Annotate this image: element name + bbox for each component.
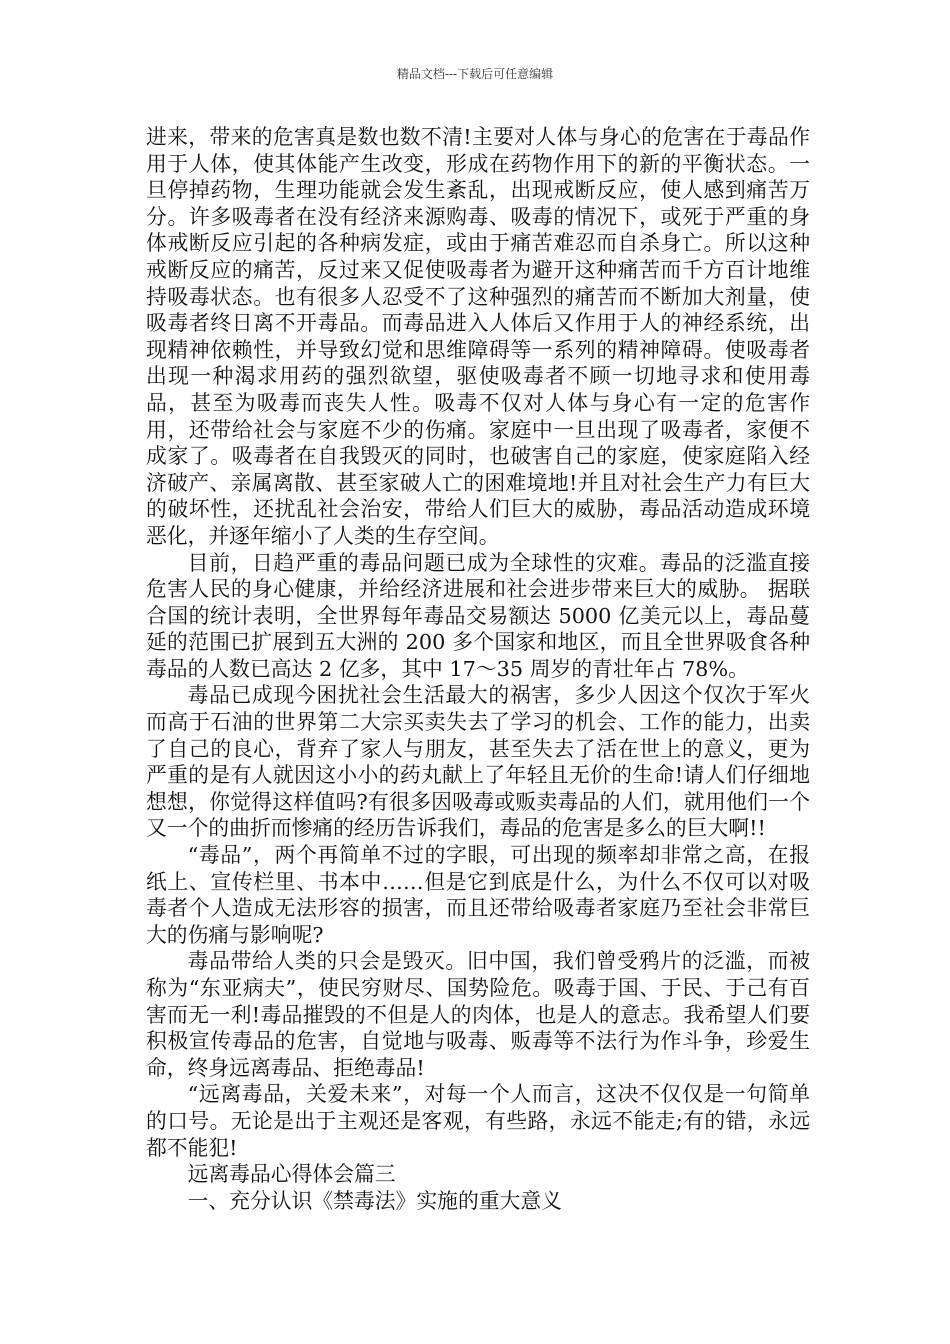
paragraph-drug-word: “毒品”，两个再简单不过的字眼，可出现的频率却非常之高，在报纸上、宣传栏里、书本中……但是它到底是什么，为什么不仅可以对吸毒者个人造成无法形容的损害，而且还带给吸毒者家庭乃至社会非常巨大的伤痛与影响呢? — [146, 843, 810, 947]
page-header: 精品文档---下载后可任意编辑 — [396, 67, 554, 81]
section-title: 远离毒品心得体会篇三 — [187, 1162, 396, 1187]
paragraph-continuation: 进来，带来的危害真是数也数不清!主要对人体与身心的危害在于毒品作用于人体，使其体能产生改变，形成在药物作用下的新的平衡状态。一旦停掉药物，生理功能就会发生紊乱，出现戒断反应，使人感到痛苦万分。许多吸毒者在没有经济来源购毒、吸毒的情况下，或死于严重的身体戒断反应引起的各种病发症，或由于痛苦难忍而自杀身亡。所以这种戒断反应的痛苦，反过来又促使吸毒者为避开这种痛苦而千方百计地维持吸毒状态。也有很多人忍受不了这种强烈的痛苦而不断加大剂量，使吸毒者终日离不开毒品。而毒品进入人体后又作用于人的神经系统，出现精神依赖性，并导致幻觉和思维障碍等一系列的精神障碍。使吸毒者出现一种渴求用药的强烈欲望，驱使吸毒者不顾一切地寻求和使用毒品，甚至为吸毒而丧失人性。吸毒不仅对人体与身心有一定的危害作用，还带给社会与家庭不少的伤痛。家庭中一旦出现了吸毒者，家便不成家了。吸毒者在自我毁灭的同时，也破害自己的家庭，使家庭陷入经济破产、亲属离散、甚至家破人亡的困难境地!并且对社会生产力有巨大的破坏性，还扰乱社会治安，带给人们巨大的威胁，毒品活动造成环境恶化，并逐年缩小了人类的生存空间。 — [146, 125, 810, 548]
paragraph-global-crisis: 目前，日趋严重的毒品问题已成为全球性的灾难。毒品的泛滥直接危害人民的身心健康，并给经济进展和社会进步带来巨大的威胁。 据联合国的统计表明，全世界每年毒品交易额达 5000 亿美元以上，毒品蔓延的范围已扩展到五大洲的 200 多个国家和地区，而且全世界吸食各种毒品的人数已高达 2 亿多，其中 17～35 周岁的青壮年占 78%。 — [146, 550, 810, 681]
section-heading-one: 一、充分认识《禁毒法》实施的重大意义 — [187, 1188, 562, 1213]
document-body — [146, 124, 810, 1214]
paragraph-destruction: 毒品带给人类的只会是毁灭。旧中国，我们曾受鸦片的泛滥，而被称为“东亚病夫”，使民穷财尽、国势险危。吸毒于国、于民、于己有百害而无一利!毒品摧毁的不但是人的肉体，也是人的意志。我希望人们要积极宣传毒品的危害，自觉地与吸毒、贩毒等不法行为作斗争，珍爱生命，终身远离毒品、拒绝毒品! — [146, 949, 810, 1080]
paragraph-slogan: “远离毒品，关爱未来”，对每一个人而言，这决不仅仅是一句简单的口号。无论是出于主观还是客观，有些路，永远不能走;有的错，永远都不能犯! — [146, 1082, 810, 1160]
paragraph-social-harm: 毒品已成现今困扰社会生活最大的祸害，多少人因这个仅次于军火而高于石油的世界第二大宗买卖失去了学习的机会、工作的能力，出卖了自己的良心，背弃了家人与朋友，甚至失去了活在世上的意义，更为严重的是有人就因这小小的药丸献上了年轻且无价的生命!请人们仔细地想想，你觉得这样值吗?有很多因吸毒或贩卖毒品的人们，就用他们一个又一个的曲折而惨痛的经历告诉我们，毒品的危害是多么的巨大啊!! — [146, 683, 810, 841]
